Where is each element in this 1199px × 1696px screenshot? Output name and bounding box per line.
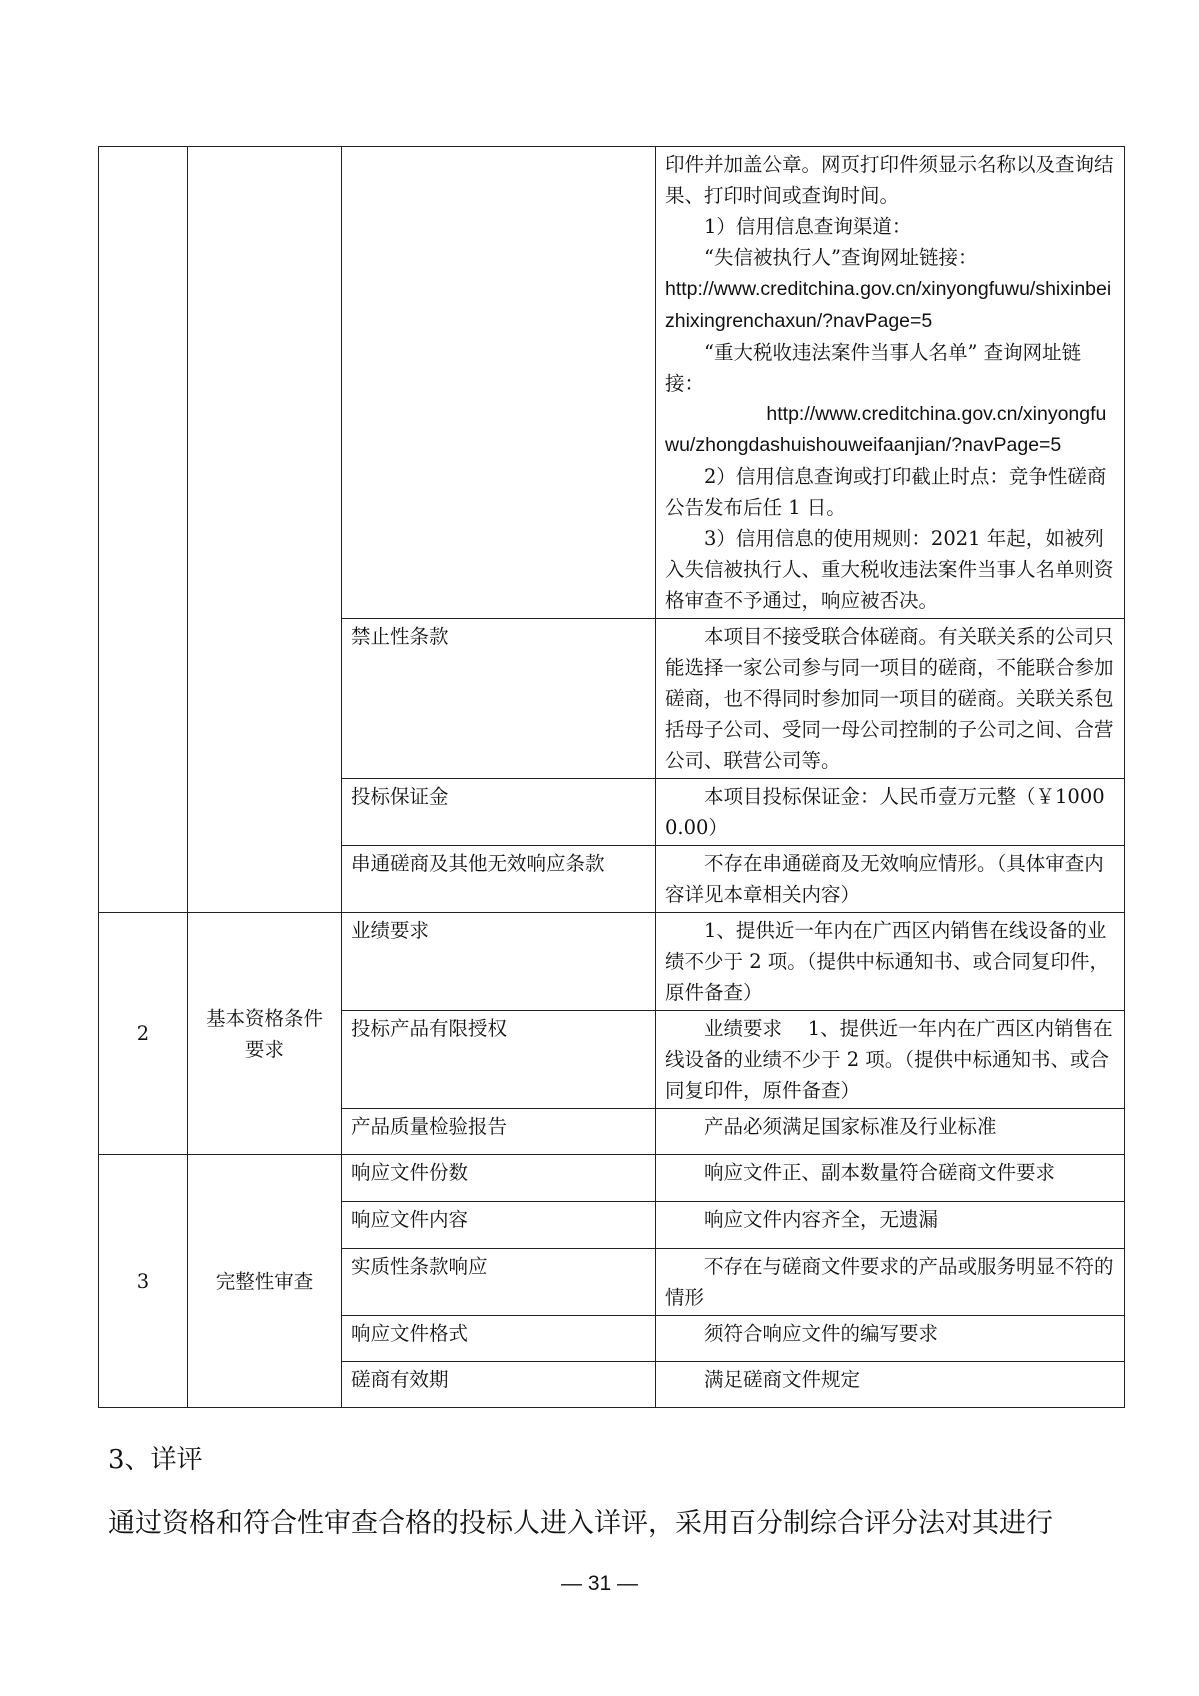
item-cell: 业绩要求	[342, 913, 656, 1011]
description-cell	[656, 779, 1125, 846]
item-cell: 磋商有效期	[342, 1362, 656, 1408]
description-text: 不存在与磋商文件要求的产品或服务明显不符的情形	[665, 1255, 1114, 1309]
item-cell: 投标产品有限授权	[342, 1011, 656, 1109]
description-text: “重大税收违法案件当事人名单” 查询网址链接：	[665, 341, 1082, 395]
category-cell	[188, 147, 342, 913]
description-cell	[656, 1362, 1125, 1408]
description-cell	[656, 1249, 1125, 1316]
item-cell: 响应文件内容	[342, 1202, 656, 1249]
table-row	[99, 147, 1125, 619]
category-cell: 基本资格条件要求	[188, 913, 342, 1155]
item-cell	[342, 147, 656, 619]
description-text: 3）信用信息的使用规则：2021 年起，如被列入失信被执行人、重大税收违法案件当事人名单则资格审查不予通过，响应被否决。	[665, 527, 1114, 612]
row-number-cell: 2	[99, 913, 188, 1155]
description-cell	[656, 1202, 1125, 1249]
url-text: http://www.creditchina.gov.cn/xinyongfuwu/zhongdashuishouweifaanjian/?navPage=5	[665, 403, 1107, 456]
description-text: 1）信用信息查询渠道：	[704, 215, 912, 238]
row-number-cell: 3	[99, 1155, 188, 1408]
description-cell	[656, 1109, 1125, 1155]
description-text: 响应文件正、副本数量符合磋商文件要求	[704, 1161, 1056, 1184]
description-text: 须符合响应文件的编写要求	[704, 1322, 939, 1345]
description-text: 满足磋商文件规定	[704, 1368, 861, 1391]
row-number-cell	[99, 147, 188, 913]
description-cell	[656, 846, 1125, 913]
description-text: 1、提供近一年内在广西区内销售在线设备的业绩不少于 2 项。（提供中标通知书、或合同复印件，原件备查）	[665, 919, 1110, 1004]
item-cell: 投标保证金	[342, 779, 656, 846]
description-cell	[656, 619, 1125, 779]
item-cell: 产品质量检验报告	[342, 1109, 656, 1155]
table-row	[99, 1155, 1125, 1202]
description-cell	[656, 147, 1125, 619]
description-text: 产品必须满足国家标准及行业标准	[704, 1115, 997, 1138]
description-text: 2）信用信息查询或打印截止时点：竞争性磋商公告发布后任 1 日。	[665, 465, 1107, 519]
category-cell: 完整性审查	[188, 1155, 342, 1408]
table-row	[99, 913, 1125, 1011]
description-text: 业绩要求 1、提供近一年内在广西区内销售在线设备的业绩不少于 2 项。（提供中标通知书、或合同复印件，原件备查）	[665, 1017, 1113, 1102]
item-cell: 禁止性条款	[342, 619, 656, 779]
description-cell	[656, 913, 1125, 1011]
description-text: 不存在串通磋商及无效响应情形。（具体审查内容详见本章相关内容）	[665, 852, 1104, 906]
url-text: http://www.creditchina.gov.cn/xinyongfuwu/shixinbeizhixingrenchaxun/?navPage=5	[665, 278, 1112, 332]
item-cell: 响应文件份数	[342, 1155, 656, 1202]
description-cell	[656, 1155, 1125, 1202]
section-heading: 3、详评	[108, 1445, 203, 1475]
description-text: 本项目投标保证金：人民币壹万元整（￥10000.00）	[665, 785, 1105, 839]
description-text: 响应文件内容齐全，无遗漏	[704, 1208, 939, 1231]
description-text: “失信被执行人”查询网址链接：	[704, 246, 978, 269]
item-cell: 响应文件格式	[342, 1316, 656, 1362]
description-text: 本项目不接受联合体磋商。有关联关系的公司只能选择一家公司参与同一项目的磋商，不能联合参加磋商，也不得同时参加同一项目的磋商。关联关系包括母子公司、受同一母公司控制的子公司之间、合营公司、联营公司等。	[665, 625, 1114, 772]
page-number: — 31 —	[560, 1572, 639, 1595]
qualification-review-table	[98, 146, 1125, 1408]
item-cell: 实质性条款响应	[342, 1249, 656, 1316]
description-text: 印件并加盖公章。网页打印件须显示名称以及查询结果、打印时间或查询时间。	[665, 153, 1114, 207]
description-cell	[656, 1316, 1125, 1362]
description-cell	[656, 1011, 1125, 1109]
body-paragraph: 通过资格和符合性审查合格的投标人进入详评，采用百分制综合评分法对其进行	[108, 1508, 1053, 1539]
item-cell: 串通磋商及其他无效响应条款	[342, 846, 656, 913]
